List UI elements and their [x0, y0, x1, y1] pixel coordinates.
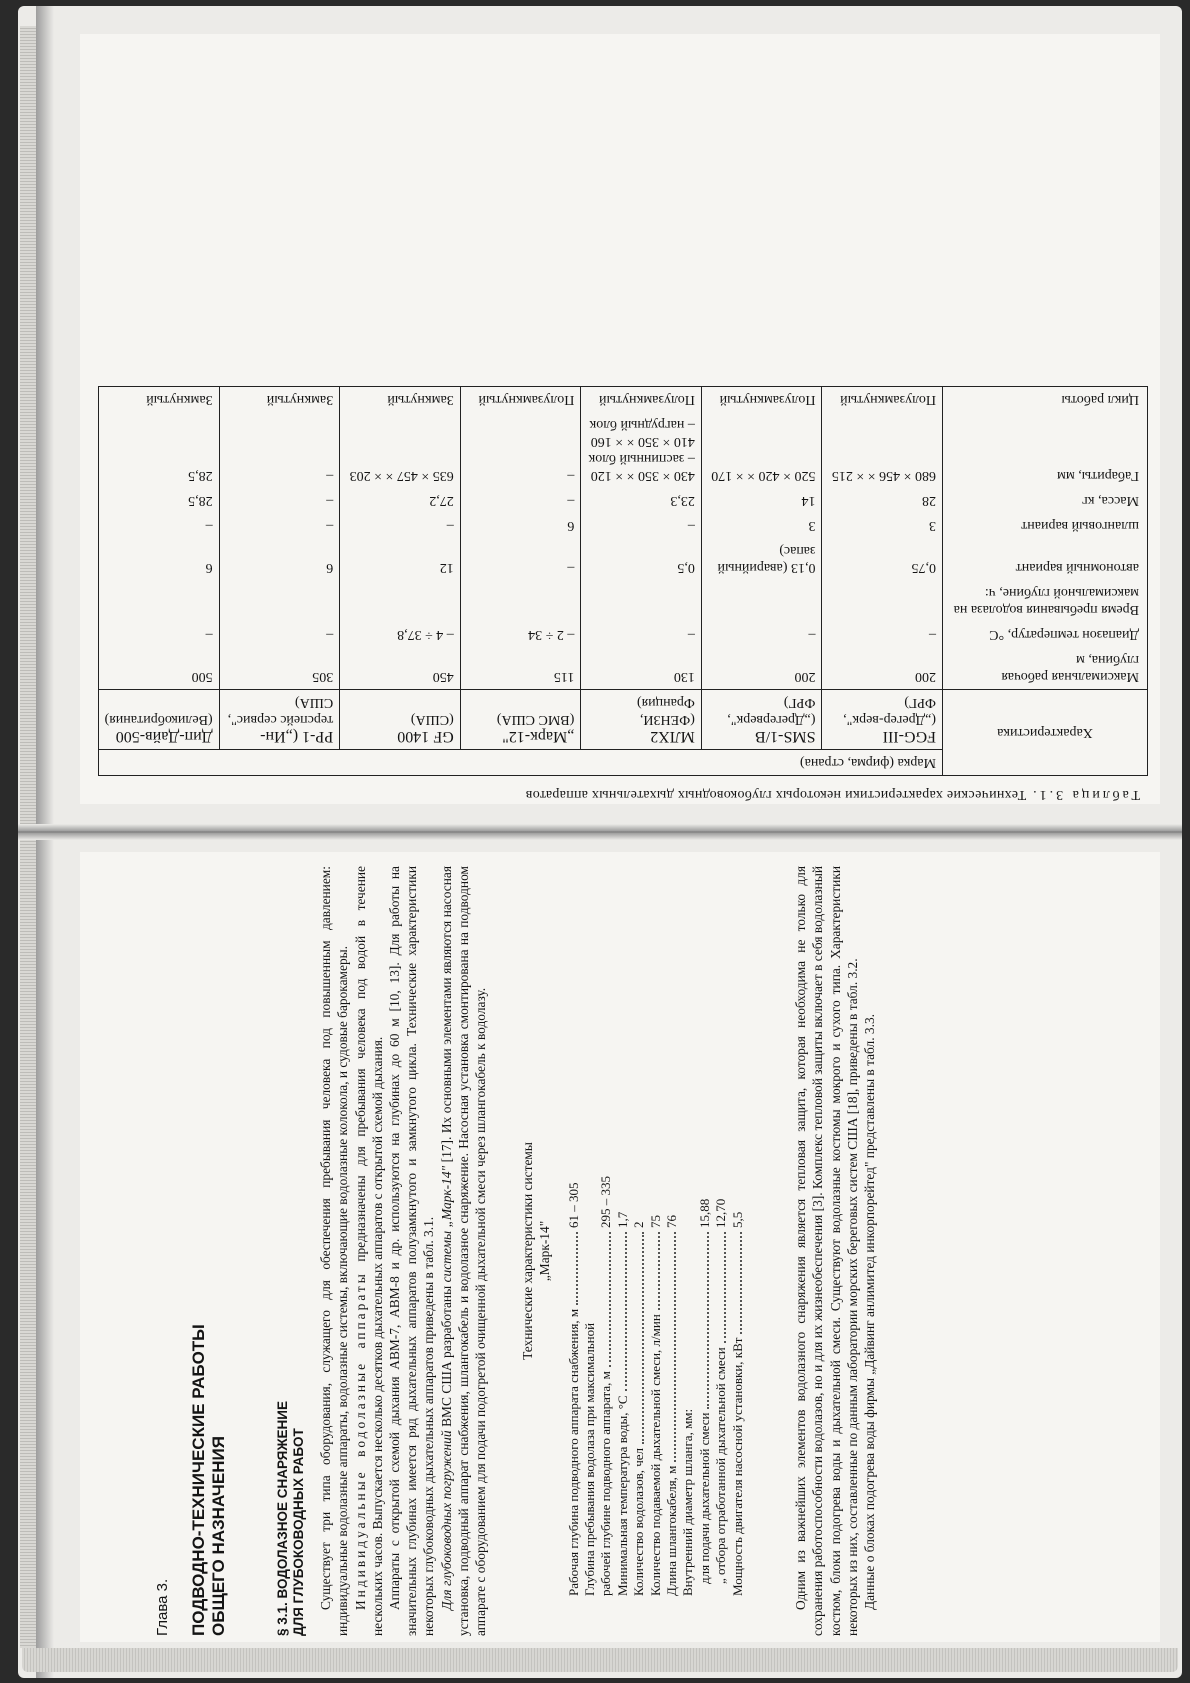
spec-label: Длина шлангокабеля, м: [664, 1465, 680, 1596]
table-cell: – 2 ÷ 34: [460, 622, 581, 647]
closing-paragraph-1: Одним из важнейших элементов водолазного снаряжения является тепловая защита, которая необходима не только для сохранения работоспособности водолазов, но и для их жизнеобеспечения [3]. Комплекс тепловой защиты включает в себя водолазный костюм, блоки подогрева воды и дыхательной смеси. Существуют водолазные костюмы мокрого и сухого типа. Характеристики некоторых из них, составленные по данным лаборатории морских береговых систем США [18], приведены в табл. 3.2.: [793, 866, 860, 1636]
row-characteristic: Диапазон температур, °С: [943, 622, 1148, 647]
row-characteristic: автономный вариант: [943, 538, 1148, 580]
row-characteristic: Цикл работы: [943, 387, 1148, 413]
closing-text: [792, 866, 878, 1636]
lower-page: [80, 852, 1160, 1642]
brand-header: [460, 690, 581, 750]
spec-row: [582, 1166, 598, 1596]
spec-title-line1: Технические характеристики системы: [520, 1142, 536, 1360]
brand-name: МЛХ2: [650, 728, 695, 745]
table-cell: [219, 580, 340, 622]
section-title: [275, 866, 307, 1636]
spec-label: Рабочая глубина подводного аппарата снабжения, м: [565, 1308, 581, 1596]
spec-leader-dots: [724, 1232, 726, 1343]
spec-value: 76: [664, 1215, 680, 1228]
brand-name: FGG-III: [882, 728, 936, 745]
table-cell: –: [460, 488, 581, 513]
spec-leader-dots: [609, 1232, 611, 1367]
table-cell: [99, 580, 220, 622]
spec-label: „ отбора отработанной дыхательной смеси: [713, 1347, 729, 1584]
table-cell: –: [340, 513, 461, 538]
table-cell: 28,5: [99, 488, 220, 513]
brand-name: Дип-Дайв-500: [115, 728, 213, 745]
table-cell: 520 × 420 × × 170: [701, 412, 822, 488]
header-brand: Марка (фирма, страна): [99, 750, 943, 776]
spec-label: Количество подаваемой дыхательной смеси, л/мин: [647, 1314, 663, 1596]
chapter-title-line1: ПОДВОДНО-ТЕХНИЧЕСКИЕ РАБОТЫ: [189, 1324, 209, 1636]
spec-label: Внутренний диаметр шланга, мм:: [680, 1408, 696, 1596]
table-cell: [460, 580, 581, 622]
table-cell: [581, 580, 702, 622]
spec-row: [566, 1166, 582, 1596]
brand-header: [99, 690, 220, 750]
spec-label: Глубина пребывания водолаза при максимальной: [582, 1322, 598, 1596]
spec-row: [680, 1166, 696, 1596]
header-characteristic: Характеристика: [943, 690, 1148, 776]
chapter-title-line2: ОБЩЕГО НАЗНАЧЕНИЯ: [209, 1436, 229, 1636]
table-row: [99, 387, 1148, 413]
paragraph-4-rest: [17]. Их основными элементами являются насосная установка, подводный аппарат снабжения, шлангокабель и водолазное снаряжение. Насосная установка смонтирована на подводном аппарате с оборудованием для подачи подогретой очищенной дыхательной смеси через шлангокабель к водолазу.: [438, 866, 489, 1636]
table-cell: 430 × 350 × × 120 – заспинный блок 410 × 350 × × 160 – нагрудный блок: [581, 412, 702, 488]
spec-leader-dots: [707, 1232, 709, 1409]
table-cell: –: [219, 488, 340, 513]
table-caption: [88, 786, 1148, 802]
spec-value: 295 – 335: [598, 1176, 614, 1228]
brand-sub: („Дрегер-верк", ФРГ): [843, 695, 936, 727]
paragraph-4-italic-a: Для глубоководных погружений: [438, 1430, 454, 1610]
table-row: [99, 412, 1148, 488]
table-cell: 28: [822, 488, 943, 513]
row-characteristic: Масса, кг: [943, 488, 1148, 513]
table-cell: 3: [822, 513, 943, 538]
table-cell: –: [460, 538, 581, 580]
table-cell: 0,5: [581, 538, 702, 580]
book-gutter: [18, 824, 1182, 840]
table-cell: –: [99, 622, 220, 647]
spec-row: [631, 1166, 647, 1596]
table-cell: Полузамкнутый: [581, 387, 702, 413]
brand-sub: (ВМС США): [496, 712, 575, 727]
row-characteristic: Максимальная рабочая глубина, м: [943, 647, 1148, 690]
table-caption-number: Таблица 3.1.: [1030, 787, 1140, 802]
table-cell: 6: [99, 538, 220, 580]
paragraph-2: [352, 866, 386, 1636]
spec-leader-dots: [642, 1232, 644, 1444]
table-row: [99, 488, 1148, 513]
spec-title: [519, 866, 553, 1636]
table-cell: 28,5: [99, 412, 220, 488]
closing-paragraph-2: Данные о блоках подогрева воды фирмы „Дайвинг анлимитед инкорпорейтед" представлены в табл. 3.3.: [861, 1013, 877, 1610]
table-cell: 130: [581, 647, 702, 690]
table-cell: –: [219, 412, 340, 488]
table-row: [99, 513, 1148, 538]
table-row: [99, 538, 1148, 580]
brand-name: GF 1400: [397, 728, 454, 745]
table-cell: –: [460, 412, 581, 488]
table-cell: 450: [340, 647, 461, 690]
table-header-row: [99, 750, 1148, 776]
spec-title-line2: „Марк-14": [537, 1220, 553, 1282]
table-cell: 3: [701, 513, 822, 538]
table-cell: Полузамкнутый: [701, 387, 822, 413]
spec-label: Количество водолазов, чел: [631, 1447, 647, 1596]
table-cell: –: [581, 622, 702, 647]
paragraph-4-italic-b: системы „Марк-14": [438, 1165, 454, 1283]
table-cell: 12: [340, 538, 461, 580]
table-cell: 0,13 (аварийный запас): [701, 538, 822, 580]
spec-leader-dots: [576, 1232, 578, 1305]
table-cell: –: [219, 513, 340, 538]
spec-table: [98, 386, 1148, 776]
brand-name: PP-1 („Ин-: [260, 728, 334, 745]
table-cell: Замкнутый: [340, 387, 461, 413]
spec-leader-dots: [625, 1232, 627, 1391]
row-characteristic: Время пребывания водолаза на максимальной глубине, ч:: [943, 580, 1148, 622]
table-cell: 200: [701, 647, 822, 690]
spec-label: рабочей глубине подводного аппарата, м: [598, 1371, 614, 1596]
table-3-1: [88, 122, 1148, 802]
brand-sub: („Дрегерверк", ФРГ): [727, 695, 816, 727]
table-cell: Замкнутый: [219, 387, 340, 413]
table-cell: 115: [460, 647, 581, 690]
table-cell: Полузамкнутый: [460, 387, 581, 413]
table-cell: 14: [701, 488, 822, 513]
table-row: [99, 580, 1148, 622]
spec-value: 61 – 305: [565, 1182, 581, 1228]
paragraph-3: Аппараты с открытой схемой дыхания АВМ-7, АВМ-8 и др. используются на глубинах до 60 м [10, 13]. Для работы на значительных глубинах имеется ряд дыхательных аппаратов полузамкнутого и замкнутого цикла. Технические характеристики некоторых глубоководных дыхательных аппаратов приведены в табл. 3.1.: [387, 866, 437, 1636]
brand-sub: терспейс сервис", США): [227, 695, 334, 727]
paragraph-4-mid: ВМС США разработаны: [438, 1282, 454, 1431]
spec-value: 15,88: [696, 1198, 712, 1228]
spec-label: Мощность двигателя насосной установки, кВт: [729, 1337, 745, 1596]
chapter-number: Глава 3.: [154, 1578, 171, 1636]
spec-leader-dots: [674, 1232, 676, 1462]
table-cell: –: [99, 513, 220, 538]
section-title-line2: ДЛЯ ГЛУБОКОВОДНЫХ РАБОТ: [291, 1428, 307, 1636]
spec-leader-dots: [658, 1232, 660, 1310]
brand-sub: (США): [410, 712, 454, 727]
table-caption-text: Технические характеристики некоторых глубоководных дыхательных аппаратов: [525, 787, 1031, 802]
spec-leader-dots: [740, 1232, 742, 1334]
spec-row: [697, 1166, 713, 1596]
lower-page-content: [148, 866, 1128, 1636]
spec-value: 1,7: [614, 1211, 630, 1228]
table-cell: –: [701, 622, 822, 647]
table-row: [99, 647, 1148, 690]
table-cell: 680 × 456 × × 215: [822, 412, 943, 488]
table-cell: Замкнутый: [99, 387, 220, 413]
spec-row: [598, 1166, 614, 1596]
table-cell: [340, 580, 461, 622]
table-cell: 6: [219, 538, 340, 580]
paragraph-1: Существует три типа оборудования, служащего для обеспечения пребывания человека под повышенным давлением: индивидуальные водолазные аппараты, водолазные системы, включающие водолазные колокола, и судовые барокамеры.: [318, 866, 351, 1636]
spec-row: [615, 1166, 631, 1596]
brand-header: [219, 690, 340, 750]
paragraph-2-rest: предназначены для пребывания человека под водой в течение нескольких часов. Выпускается несколько десятков дыхательных аппаратов с открытой схемой дыхания.: [352, 866, 385, 1636]
spec-value: 75: [647, 1215, 663, 1228]
table-row: [99, 622, 1148, 647]
table-cell: 635 × 457 × × 203: [340, 412, 461, 488]
table-body: [99, 387, 1148, 690]
table-cell: 0,75: [822, 538, 943, 580]
brand-header: [581, 690, 702, 750]
spec-value: 12,70: [713, 1198, 729, 1228]
table-cell: –: [219, 622, 340, 647]
brand-sub: (ФЕНЗИ, Франция): [637, 695, 695, 727]
table-cell: 23,3: [581, 488, 702, 513]
paragraph-4: [438, 866, 490, 1636]
spec-row: [664, 1166, 680, 1596]
spec-value: 2: [631, 1221, 647, 1228]
brand-name: SMS-1/B: [754, 728, 816, 745]
table-cell: [701, 580, 822, 622]
spec-row: [730, 1166, 746, 1596]
table-cell: 500: [99, 647, 220, 690]
book-spread: [18, 6, 1182, 1678]
brand-name: „Марк-12": [502, 728, 575, 745]
table-cell: 27,2: [340, 488, 461, 513]
table-cell: 6: [460, 513, 581, 538]
upper-page: [80, 34, 1160, 804]
brand-header: [701, 690, 822, 750]
brand-header: [822, 690, 943, 750]
binding-shadow: [36, 6, 54, 1678]
page-edges-bottom: [22, 1648, 1178, 1672]
chapter-title: [189, 866, 229, 1636]
section-title-line1: § 3.1. ВОДОЛАЗНОЕ СНАРЯЖЕНИЕ: [275, 1400, 291, 1636]
table-cell: Полузамкнутый: [822, 387, 943, 413]
paragraph-2-lead: Индивидуальные водолазные аппараты: [352, 1271, 368, 1610]
table-cell: 305: [219, 647, 340, 690]
spec-value: 5,5: [729, 1211, 745, 1228]
brand-header: [340, 690, 461, 750]
table-cell: –: [822, 622, 943, 647]
table-cell: –: [581, 513, 702, 538]
spec-row: [713, 1166, 729, 1596]
spec-label: для подачи дыхательной смеси: [696, 1412, 712, 1584]
row-characteristic: шланговый вариант: [943, 513, 1148, 538]
table-cell: [822, 580, 943, 622]
spec-list: [566, 1166, 746, 1596]
brand-sub: (Великобритания): [104, 712, 213, 727]
table-cell: – 4 ÷ 37,8: [340, 622, 461, 647]
table-cell: 200: [822, 647, 943, 690]
spec-row: [648, 1166, 664, 1596]
row-characteristic: Габариты, мм: [943, 412, 1148, 488]
spec-label: Минимальная температура воды, °С: [614, 1395, 630, 1596]
